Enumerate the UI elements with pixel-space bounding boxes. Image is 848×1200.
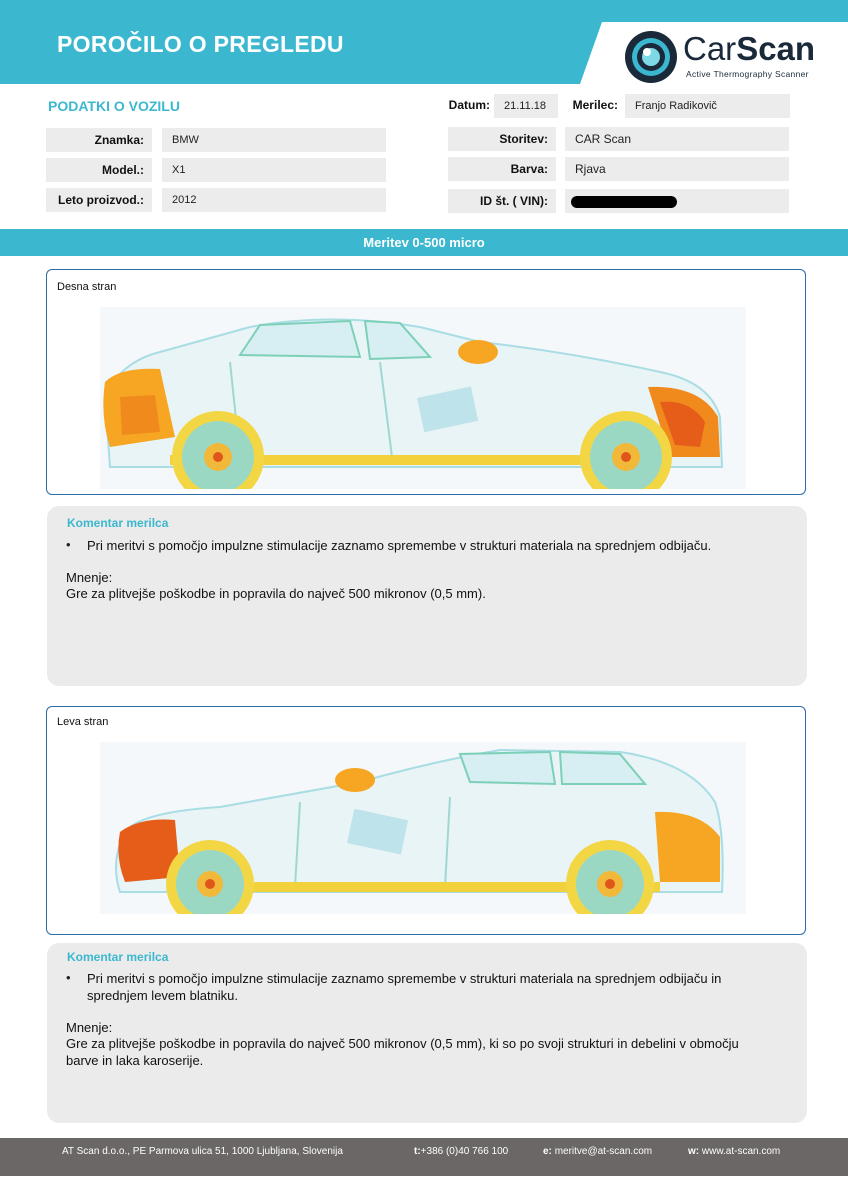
date-field: [494, 94, 558, 118]
brand-label-box: [46, 128, 152, 152]
year-label-box: [46, 188, 152, 212]
footer-phone: t:+386 (0)40 766 100: [414, 1146, 509, 1157]
footer-email[interactable]: e: meritve@at-scan.com: [543, 1146, 653, 1157]
service-field: [565, 127, 789, 151]
right-side-comment-title: Komentar merilca: [67, 516, 169, 530]
right-side-bullet-text: Pri meritvi s pomočjo impulzne stimulacije zaznamo spremembe v strukturi materiala na sprednjem odbijaču.: [87, 538, 712, 553]
right-side-opinion-label: Mnenje:: [66, 570, 113, 585]
color-label: Barva:: [510, 162, 548, 176]
logo-wordmark: CarScan: [683, 30, 816, 67]
left-side-bullet-line1: Pri meritvi s pomočjo impulzne stimulacije zaznamo spremembe v strukturi materiala na sprednjem odbijaču in: [87, 971, 722, 986]
meter-label: Merilec:: [572, 98, 618, 112]
vin-label-box: [448, 189, 556, 213]
footer-bar: [0, 1138, 848, 1176]
vin-label: ID št. ( VIN):: [480, 194, 548, 208]
vehicle-data-title: PODATKI O VOZILU: [48, 98, 180, 114]
left-side-thermogram: [100, 742, 746, 914]
report-title: POROČILO O PREGLEDU: [57, 31, 344, 57]
bullet-dot: •: [66, 537, 71, 552]
right-side-opinion-text: Gre za plitvejše poškodbe in popravila do največ 500 mikronov (0,5 mm).: [66, 586, 486, 601]
vin-redaction: [571, 196, 677, 208]
meter-field: [625, 94, 790, 118]
year-value: 2012: [172, 194, 197, 206]
date-label: Datum:: [448, 98, 490, 112]
brand-field: [162, 128, 386, 152]
footer-website[interactable]: w: www.at-scan.com: [688, 1146, 781, 1157]
year-label: Leto proizvod.:: [58, 193, 144, 207]
color-label-box: [448, 157, 556, 181]
logo-tagline: Active Thermography Scanner: [686, 69, 809, 79]
measurement-title: Meritev 0-500 micro: [363, 235, 485, 250]
footer-company: AT Scan d.o.o., PE Parmova ulica 51, 1000 Ljubljana, Slovenija: [62, 1146, 343, 1157]
brand-label: Znamka:: [94, 133, 144, 147]
date-value: 21.11.18: [504, 100, 547, 112]
model-value: X1: [172, 164, 186, 176]
left-side-opinion-label: Mnenje:: [66, 1020, 113, 1035]
model-label: Model.:: [102, 163, 144, 177]
bullet-dot: •: [66, 970, 71, 985]
color-field: [565, 157, 789, 181]
camera-lens-icon: [624, 30, 678, 84]
service-value: CAR Scan: [575, 132, 632, 146]
service-label: Storitev:: [499, 132, 548, 146]
left-side-label: Leva stran: [57, 716, 109, 728]
right-side-label: Desna stran: [57, 281, 117, 293]
right-side-thermogram: [100, 307, 746, 489]
left-side-opinion-line2: barve in laka karoserije.: [66, 1053, 204, 1068]
vin-field: [565, 189, 789, 213]
service-label-box: [448, 127, 556, 151]
left-side-bullet-line2: sprednjem levem blatniku.: [87, 988, 239, 1003]
model-field: [162, 158, 386, 182]
brand-value: BMW: [172, 134, 199, 146]
meter-value: Franjo Radikovič: [635, 100, 717, 112]
year-field: [162, 188, 386, 212]
color-value: Rjava: [575, 162, 606, 176]
model-label-box: [46, 158, 152, 182]
left-side-comment-title: Komentar merilca: [67, 950, 169, 964]
left-side-opinion-line1: Gre za plitvejše poškodbe in popravila do največ 500 mikronov (0,5 mm), ki so po svoji strukturi in debelini v območju: [66, 1036, 739, 1051]
